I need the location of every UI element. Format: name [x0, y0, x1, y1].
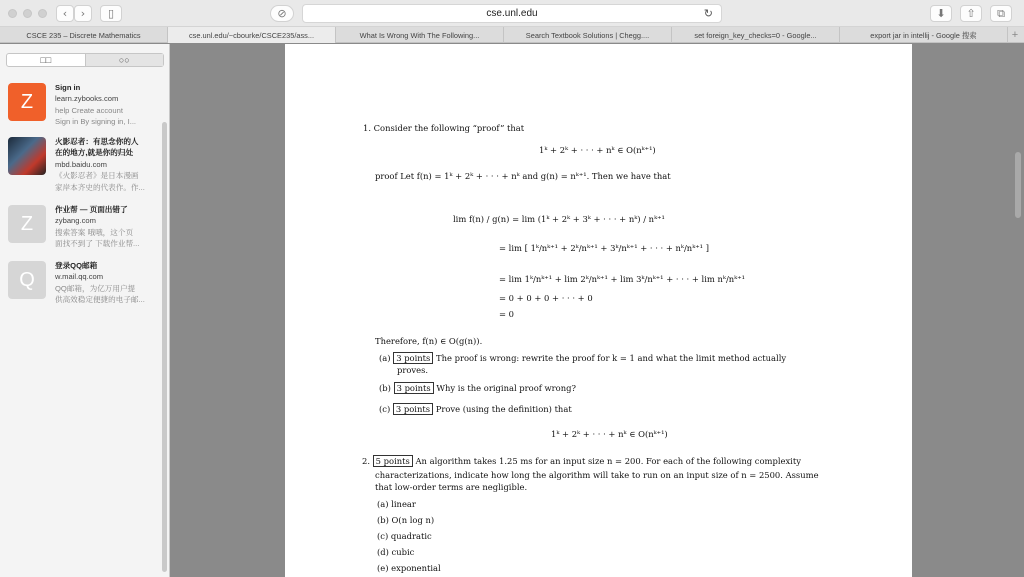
tabs-overview-icon[interactable]: ⧉ [990, 5, 1012, 22]
bookmarks-icon[interactable]: □□ [40, 55, 52, 65]
part-b [379, 383, 576, 393]
question-1-intro: 1. Consider the following “proof” that [363, 123, 525, 133]
item-desc: help Create account [55, 105, 123, 115]
part-text: Prove (using the definition) that [435, 404, 572, 414]
item-domain: zybang.com [55, 216, 96, 226]
download-icon[interactable]: ⬇ [930, 5, 952, 22]
zybang-icon: Z [8, 205, 46, 243]
tab-foreign-key[interactable]: set foreign_key_checks=0 - Google... [672, 27, 840, 43]
main-scrollbar[interactable] [1015, 152, 1021, 218]
tab-assignment[interactable]: cse.unl.edu/~cbourke/CSCE235/ass... [168, 27, 336, 43]
points-box: 5 points [373, 455, 413, 467]
limit-line-1: lim f(n) / g(n) = lim (1ᵏ + 2ᵏ + 3ᵏ + · · · + nᵏ) / nᵏ⁺¹ [453, 214, 665, 224]
pdf-page [285, 44, 912, 577]
back-button[interactable]: ‹ [56, 5, 74, 22]
reading-list-item[interactable] [8, 205, 158, 253]
item-title: 登录QQ邮箱 [55, 261, 98, 270]
sidebar [0, 44, 170, 577]
item-title: 火影忍者：有思念你的人 [55, 137, 139, 146]
option-nlogn: (b) O(n log n) [377, 515, 435, 525]
item-domain: w.mail.qq.com [55, 272, 104, 282]
tab-what-is-wrong[interactable]: What Is Wrong With The Following... [336, 27, 504, 43]
option-linear: (a) linear [377, 499, 416, 509]
address-bar[interactable] [302, 4, 722, 23]
reading-list-icon[interactable]: ○○ [85, 54, 164, 66]
proof-line: proof Let f(n) = 1ᵏ + 2ᵏ + · · · + nᵏ and g(n) = nᵏ⁺¹. Then we have that [375, 171, 671, 181]
reload-icon[interactable]: ↻ [703, 8, 713, 20]
forward-button[interactable]: › [74, 5, 92, 22]
sidebar-toggle-button[interactable]: ▯ [100, 5, 122, 22]
item-desc: 面找不到了 下载作业帮... [55, 239, 140, 249]
question-2-line-2: characterizations, indicate how long the algorithm will take to run on an input size of n = 2500. Assume [375, 470, 819, 480]
item-title: Sign in [55, 83, 81, 92]
limit-line-3: = lim 1ᵏ/nᵏ⁺¹ + lim 2ᵏ/nᵏ⁺¹ + lim 3ᵏ/nᵏ⁺¹ + · · · + lim nᵏ/nᵏ⁺¹ [499, 274, 745, 284]
item-desc: 家岸本齐史的代表作。作... [55, 182, 145, 192]
close-window-button[interactable] [8, 9, 17, 18]
therefore-line: Therefore, f(n) ∈ O(g(n)). [375, 336, 483, 346]
minimize-window-button[interactable] [23, 9, 32, 18]
sidebar-segmented-control [6, 53, 164, 67]
reading-list-item[interactable] [8, 261, 158, 309]
limit-line-5: = 0 [499, 309, 515, 319]
zybooks-icon: Z [8, 83, 46, 121]
item-desc: 搜索答案 哦哦，这个页 [55, 227, 134, 237]
equation-2: 1ᵏ + 2ᵏ + · · · + nᵏ ∈ O(nᵏ⁺¹) [551, 429, 668, 439]
item-desc: QQ邮箱，为亿万用户提 [55, 283, 136, 293]
share-icon[interactable]: ⇧ [960, 5, 982, 22]
reading-list-item[interactable] [8, 137, 158, 192]
question-text: An algorithm takes 1.25 ms for an input size n = 200. For each of the following complexity [415, 456, 801, 466]
tab-export-jar[interactable]: export jar in intellij - Google 搜索 [840, 27, 1008, 43]
tab-csce235[interactable]: CSCE 235 – Discrete Mathematics [0, 27, 168, 43]
item-desc: 《火影忍者》是日本漫画 [55, 171, 139, 181]
item-domain: learn.zybooks.com [55, 94, 119, 104]
new-tab-button[interactable]: + [1011, 28, 1019, 41]
privacy-icon[interactable]: ⊘ [270, 5, 294, 22]
zoom-window-button[interactable] [38, 9, 47, 18]
item-desc: 供高效稳定便捷的电子邮... [55, 295, 145, 305]
part-text: Why is the original proof wrong? [436, 383, 576, 393]
qq-mail-icon: Q [8, 261, 46, 299]
part-label: (c) [379, 404, 391, 414]
equation-1: 1ᵏ + 2ᵏ + · · · + nᵏ ∈ O(nᵏ⁺¹) [539, 145, 656, 155]
sidebar-scrollbar[interactable] [162, 122, 167, 572]
question-number: 2. [362, 456, 370, 466]
part-label: (a) [379, 353, 391, 363]
part-a [379, 353, 786, 363]
part-a-cont: proves. [397, 365, 429, 375]
item-title: 作业帮 — 页面出错了 [55, 205, 128, 214]
points-box: 3 points [394, 382, 434, 394]
points-box: 3 points [393, 352, 433, 364]
reading-list-item[interactable] [8, 83, 158, 131]
tab-chegg[interactable]: Search Textbook Solutions | Chegg.... [504, 27, 672, 43]
question-2 [362, 456, 801, 466]
limit-line-2: = lim [ 1ᵏ/nᵏ⁺¹ + 2ᵏ/nᵏ⁺¹ + 3ᵏ/nᵏ⁺¹ + · · · + nᵏ/nᵏ⁺¹ ] [499, 243, 709, 253]
points-box: 3 points [393, 403, 433, 415]
part-label: (b) [379, 383, 391, 393]
option-exponential: (e) exponential [377, 563, 441, 573]
address-text: cse.unl.edu [486, 8, 538, 19]
part-c [379, 404, 572, 414]
limit-line-4: = 0 + 0 + 0 + · · · + 0 [499, 293, 593, 303]
tab-bar [0, 27, 1024, 43]
item-desc: Sign in By signing in, I... [55, 117, 137, 127]
option-cubic: (d) cubic [377, 547, 415, 557]
option-quadratic: (c) quadratic [377, 531, 432, 541]
item-title: 在的地方,就是你的归处 [55, 148, 134, 158]
item-domain: mbd.baidu.com [55, 159, 107, 169]
naruto-thumbnail-icon [8, 137, 46, 175]
part-text: The proof is wrong: rewrite the proof for k = 1 and what the limit method actually [436, 353, 787, 363]
question-2-line-3: that low-order terms are negligible. [375, 482, 528, 492]
browser-toolbar [0, 0, 1024, 27]
